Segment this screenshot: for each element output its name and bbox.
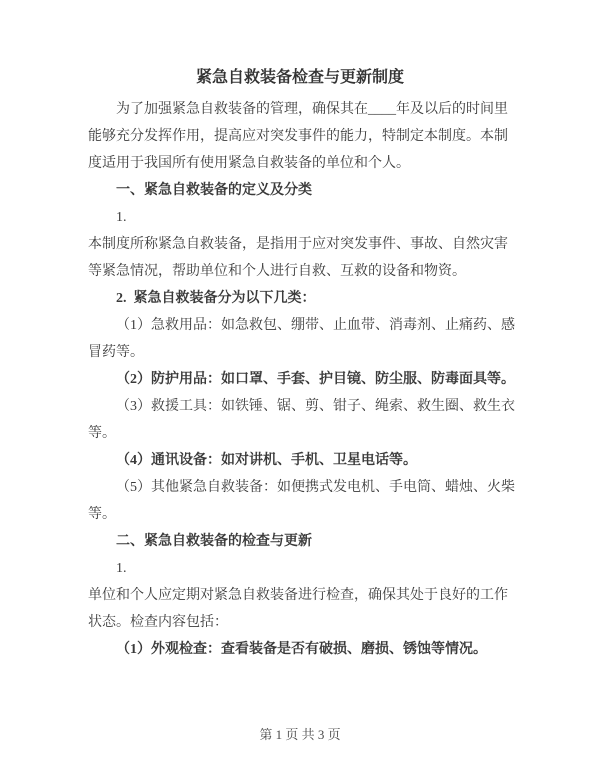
text-line: （1）外观检查：查看装备是否有破损、磨损、锈蚀等情况。 — [116, 642, 487, 657]
text-line: 冒药等。 — [88, 345, 144, 360]
text-line: 为了加强紧急自救装备的管理，确保其在____年及以后的时间里 — [116, 102, 508, 117]
text-line: 等。 — [88, 426, 116, 441]
document-title: 紧急自救装备检查与更新制度 — [195, 69, 404, 86]
text-line: 能够充分发挥作用，提高应对突发事件的能力，特制定本制度。本制 — [88, 129, 508, 144]
text-line: 一、紧急自救装备的定义及分类 — [116, 183, 312, 198]
text-line: 度适用于我国所有使用紧急自救装备的单位和个人。 — [88, 156, 410, 171]
page-number-footer: 第 1 页 共 3 页 — [259, 727, 341, 742]
text-line: （5）其他紧急自救装备：如便携式发电机、手电筒、蜡烛、火柴 — [116, 480, 515, 495]
text-line: （4）通讯设备：如对讲机、手机、卫星电话等。 — [116, 453, 417, 468]
text-line: 本制度所称紧急自救装备，是指用于应对突发事件、事故、自然灾害 — [88, 237, 508, 252]
text-line: 单位和个人应定期对紧急自救装备进行检查，确保其处于良好的工作 — [88, 588, 508, 603]
text-line: （2）防护用品：如口罩、手套、护目镜、防尘服、防毒面具等。 — [116, 372, 515, 387]
text-line: 二、紧急自救装备的检查与更新 — [116, 534, 312, 549]
text-line: 状态。检查内容包括： — [88, 615, 228, 630]
text-line: 1. — [116, 210, 127, 225]
text-line: （1）急救用品：如急救包、绷带、止血带、消毒剂、止痛药、感 — [116, 318, 515, 333]
text-line: 2. 紧急自救装备分为以下几类： — [116, 291, 316, 306]
text-line: 1. — [116, 561, 127, 576]
text-line: 等。 — [88, 507, 116, 522]
text-line: （3）救援工具：如铁锤、锯、剪、钳子、绳索、救生圈、救生衣 — [116, 399, 515, 414]
document-body — [88, 96, 515, 663]
text-line: 等紧急情况，帮助单位和个人进行自救、互救的设备和物资。 — [88, 264, 466, 279]
